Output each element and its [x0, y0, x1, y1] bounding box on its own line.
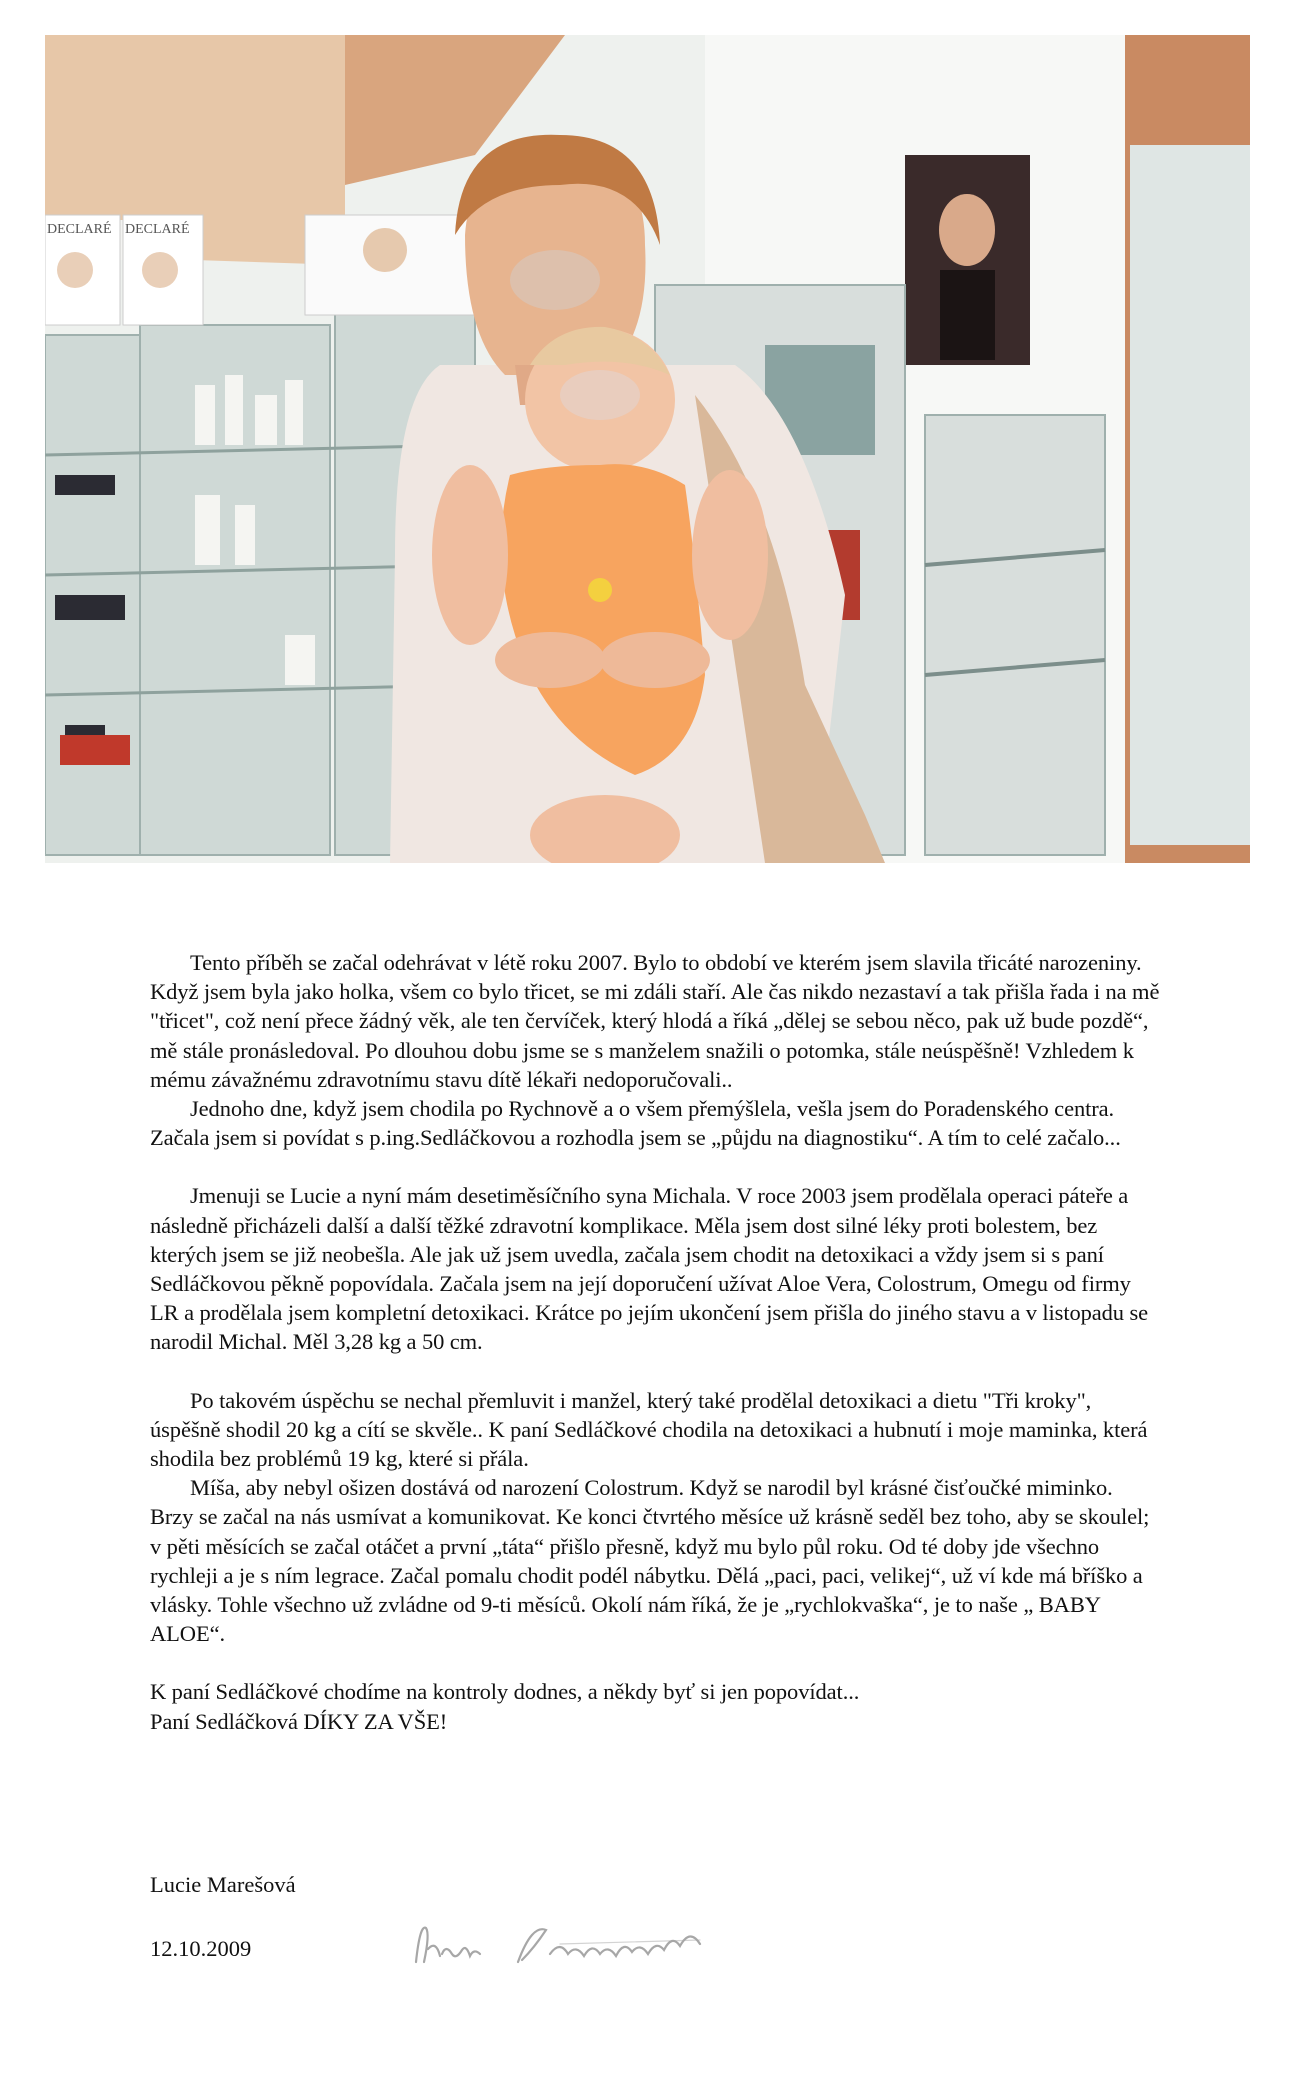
photo-illustration: [45, 35, 1250, 863]
paragraph-1: Tento příběh se začal odehrávat v létě roku 2007. Bylo to období ve kterém jsem slavila třicáté narozeniny. Když jsem byla jako holka, všem co bylo třicet, se mi zdáli staří. Ale čas nikdo nezastaví a tak přišla řada i na mě "třicet", což není přece žádný věk, ale ten červíček, který hlodá a říká „dělej se sebou něco, pak už bude pozdě“, mě stále pronásledoval. Po dlouhou dobu jsme se s manželem snažili o potomka, stále neúspěšně! Vzhledem k mému závažnému zdravotnímu stavu dítě lékaři nedoporučovali..: [150, 950, 1160, 1092]
signature-icon: [410, 1904, 710, 1979]
paragraph-5: Míša, aby nebyl ošizen dostává od narození Colostrum. Když se narodil byl krásné čisťoučké miminko. Brzy se začal na nás usmívat a komunikovat. Ke konci čtvrtého měsíce už krásně seděl bez toho, aby se skoulel; v pěti měsících se začal otáčet a první „táta“ přišlo přesně, když mu bylo půl roku. Od té doby jde všechno rychleji a je s ním legrace. Začal pomalu chodit podél nábytku. Dělá „paci, paci, velikej“, už ví kde má bříško a vlásky. Tohle všechno už zvládne od 9-ti měsíců. Okolí nám říká, že je „rychlokvaška“, je to naše „ BABY ALOE“.: [150, 1475, 1150, 1647]
photo: [45, 35, 1250, 863]
paragraph-3: Jmenuji se Lucie a nyní mám desetiměsíčního syna Michala. V roce 2003 jsem prodělala operaci páteře a následně přicházeli další a další těžké zdravotní komplikace. Měla jsem dost silné léky proti bolestem, bez kterých jsem se již neobešla. Ale jak už jsem uvedla, začala jsem chodit na detoxikaci a vždy jsem si s paní Sedláčkovou pěkně popovídala. Začala jsem na její doporučení užívat Aloe Vera, Colostrum, Omegu od firmy LR a prodělala jsem kompletní detoxikaci. Krátce po jejím ukončení jsem přišla do jiného stavu a v listopadu se narodil Michal. Měl 3,28 kg a 50 cm.: [150, 1183, 1149, 1355]
paragraph-6: K paní Sedláčkové chodíme na kontroly dodnes, a někdy byť si jen popovídat...: [150, 1679, 860, 1705]
paragraph-7: Paní Sedláčková DÍKY ZA VŠE!: [150, 1708, 448, 1734]
author-name: Lucie Marešová: [150, 1872, 296, 1897]
paragraph-2: Jednoho dne, když jsem chodila po Rychnově a o všem přemýšlela, vešla jsem do Poradenského centra. Začala jsem si povídat s p.ing.Sedláčkovou a rozhodla jsem se „půjdu na diagnostiku“. A tím to celé začalo...: [150, 1096, 1121, 1151]
letter-body: [150, 948, 1160, 1736]
poster-sign-1: DECLARÉ: [47, 222, 112, 237]
poster-sign-2: DECLARÉ: [125, 222, 190, 237]
paragraph-4: Po takovém úspěchu se nechal přemluvit i manžel, který také prodělal detoxikaci a dietu "Tři kroky", úspěšně shodil 20 kg a cítí se skvěle.. K paní Sedláčkové chodila na detoxikaci a hubnutí i moje maminka, která shodila bez problémů 19 kg, které si přála.: [150, 1387, 1148, 1472]
letter-date: 12.10.2009: [150, 1936, 252, 1961]
